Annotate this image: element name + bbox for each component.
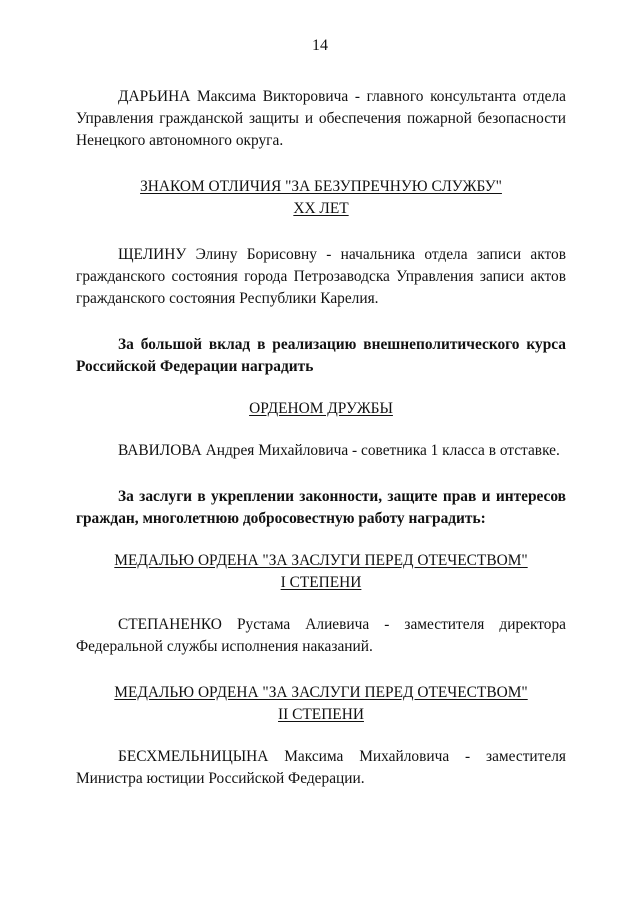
award-recipient-stepanenko: СТЕПАНЕНКО Рустама Алиевича - заместителя директора Федеральной службы исполнения наказаний. xyxy=(76,616,566,655)
award-heading-line: II СТЕПЕНИ xyxy=(278,706,364,723)
award-heading-line: МЕДАЛЬЮ ОРДЕНА "ЗА ЗАСЛУГИ ПЕРЕД ОТЕЧЕСТВОМ" xyxy=(114,684,528,701)
award-recipient-shchelina: ЩЕЛИНУ Элину Борисовну - начальника отдела записи актов гражданского состояния города Петрозаводска Управления записи актов гражданского состояния Республики Карелия. xyxy=(76,246,566,307)
award-heading-line: МЕДАЛЬЮ ОРДЕНА "ЗА ЗАСЛУГИ ПЕРЕД ОТЕЧЕСТВОМ" xyxy=(114,552,528,569)
award-recipient-beskhmelnitsyn: БЕСХМЕЛЬНИЦЫНА Максима Михайловича - заместителя Министра юстиции Российской Федерации. xyxy=(76,748,566,787)
award-recipient-vavilov: ВАВИЛОВА Андрея Михайловича - советника 1 класса в отставке. xyxy=(118,442,560,459)
award-heading-line: ОРДЕНОМ ДРУЖБЫ xyxy=(249,400,393,417)
award-heading-line: I СТЕПЕНИ xyxy=(280,574,362,591)
page-number: 14 xyxy=(312,37,328,54)
award-basis-legality: За заслуги в укреплении законности, защите прав и интересов граждан, многолетнюю добросовестную работу наградить: xyxy=(76,488,566,527)
award-heading-line: ЗНАКОМ ОТЛИЧИЯ "ЗА БЕЗУПРЕЧНУЮ СЛУЖБУ" xyxy=(140,178,502,195)
award-heading-impeccable-service xyxy=(76,176,566,220)
document-body xyxy=(76,86,566,790)
award-recipient-darina: ДАРЬИНА Максима Викторовича - главного консультанта отдела Управления гражданской защиты и обеспечения пожарной безопасности Ненецкого автономного округа. xyxy=(76,88,566,149)
award-heading-medal-first-degree xyxy=(76,550,566,594)
award-heading-line: XX ЛЕТ xyxy=(293,200,349,217)
award-heading-order-of-friendship xyxy=(76,398,566,420)
award-heading-medal-second-degree xyxy=(76,682,566,726)
award-basis-foreign-policy: За большой вклад в реализацию внешнеполитического курса Российской Федерации наградить xyxy=(76,336,566,375)
